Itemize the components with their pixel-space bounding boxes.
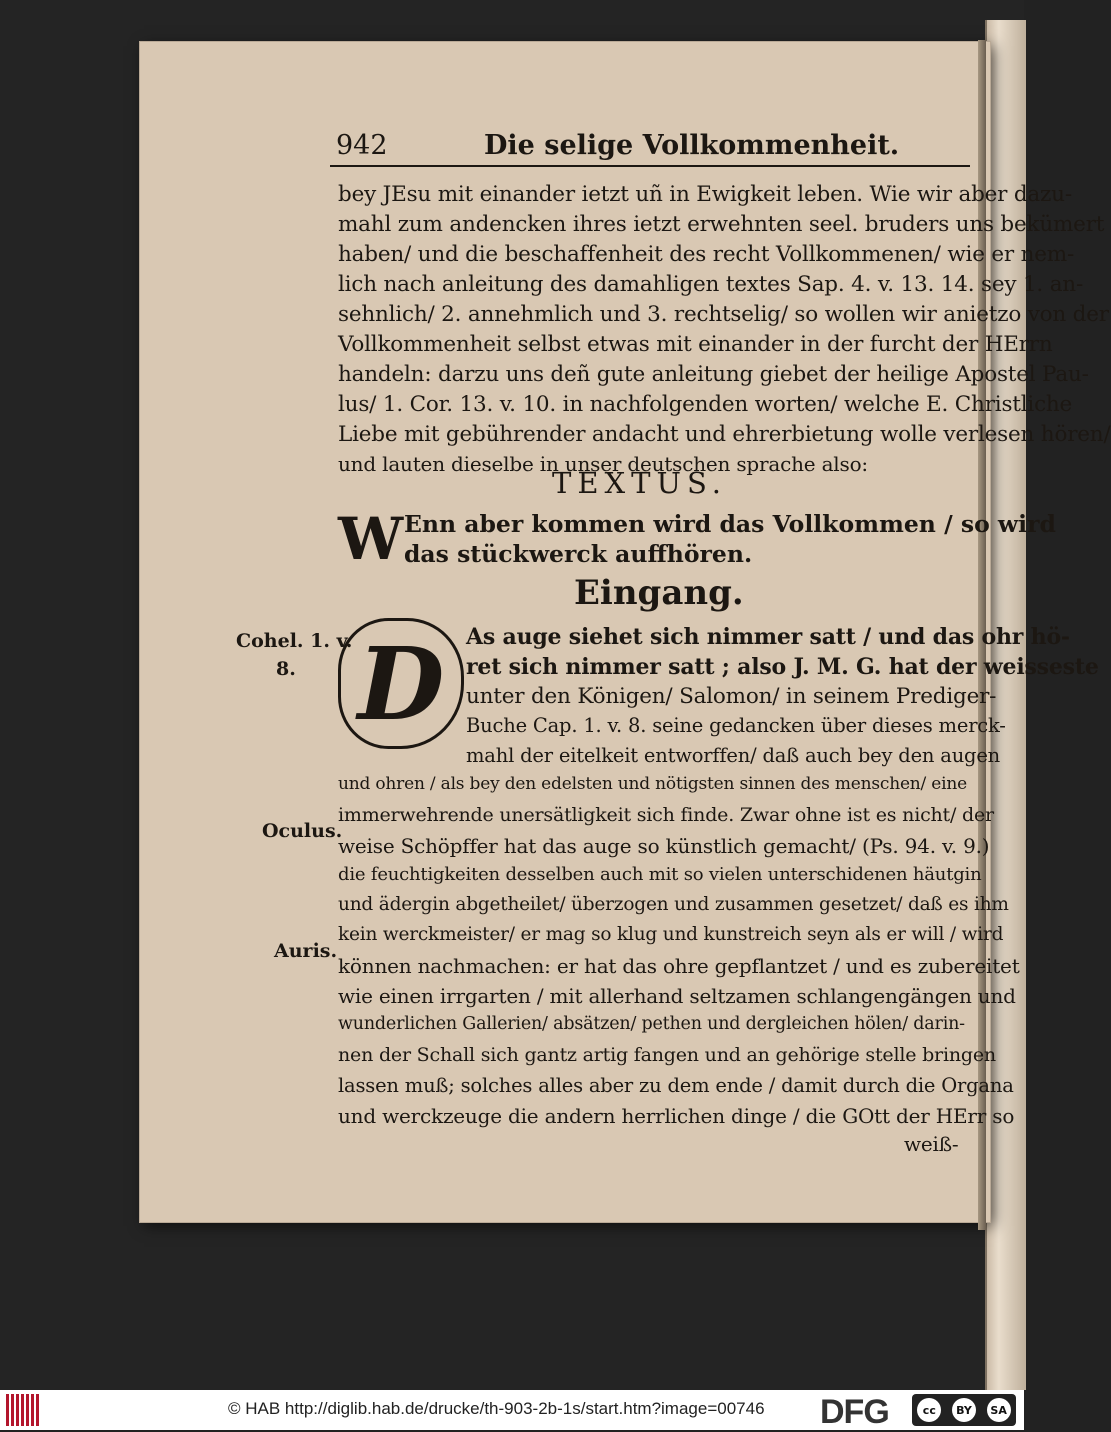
eingang-line: unter den Königen/ Salomon/ in seinem Prediger-: [466, 684, 997, 709]
textus-heading: TEXTUS.: [552, 466, 727, 500]
margin-note-oculus: Oculus.: [262, 820, 343, 842]
eingang-line: weise Schöpffer hat das auge so künstlich gemacht/ (Ps. 94. v. 9.): [338, 834, 990, 858]
text-initial-letter: W: [338, 505, 404, 573]
body-line: und lauten dieselbe in unser deutschen sprache also:: [338, 452, 868, 476]
eingang-heading: Eingang.: [574, 573, 744, 613]
running-head: Die selige Vollkommenheit.: [484, 130, 900, 161]
margin-note-auris: Auris.: [274, 940, 338, 962]
body-line: sehnlich/ 2. annehmlich und 3. rechtselig/ so wollen wir anietzo von der: [338, 302, 1109, 327]
text-line: Enn aber kommen wird das Vollkommen / so wird: [404, 510, 1056, 538]
eingang-line: Buche Cap. 1. v. 8. seine gedancken über dieses merck-: [466, 714, 1006, 737]
body-line: lich nach anleitung des damahligen textes Sap. 4. v. 13. 14. sey 1. an-: [338, 272, 1084, 297]
decorated-initial-letter: D: [338, 618, 464, 749]
body-line: mahl zum andencken ihres ietzt erwehnten seel. bruders uns bekümert: [338, 212, 1105, 237]
eingang-line: und ädergin abgetheilet/ überzogen und zusammen gesetzet/ daß es ihm: [338, 894, 1009, 915]
body-line: haben/ und die beschaffenheit des recht Vollkommenen/ wie er nem-: [338, 242, 1075, 267]
cc-license-icon: [912, 1394, 1016, 1426]
cc-icon: cc: [917, 1398, 941, 1422]
eingang-line: wunderlichen Gallerien/ absätzen/ pethen und dergleichen hölen/ darin-: [338, 1014, 965, 1034]
margin-note-cohel: Cohel. 1. v.: [236, 630, 353, 652]
eingang-line: ret sich nimmer satt ; also J. M. G. hat der weisseste: [466, 654, 1099, 680]
body-line: Vollkommenheit selbst etwas mit einander in der furcht der HErrn: [338, 332, 1053, 357]
body-line: Liebe mit gebührender andacht und ehrerbietung wolle verlesen hören/: [338, 422, 1111, 447]
eingang-line: As auge siehet sich nimmer satt / und das ohr hö-: [466, 624, 1070, 650]
page-number: 942: [336, 130, 388, 161]
body-line: handeln: darzu uns deñ gute anleitung giebet der heilige Apostel Pau-: [338, 362, 1089, 387]
margin-note-cohel-verse: 8.: [276, 658, 296, 680]
eingang-line: können nachmachen: er hat das ohre gepflantzet / und es zubereitet: [338, 954, 1020, 978]
header-rule: [330, 165, 970, 167]
eingang-line: kein werckmeister/ er mag so klug und kunstreich seyn als er will / wird: [338, 924, 1004, 945]
body-line: bey JEsu mit einander ietzt uñ in Ewigkeit leben. Wie wir aber dazu-: [338, 182, 1072, 207]
eingang-line: mahl der eitelkeit entworffen/ daß auch bey den augen: [466, 744, 1001, 767]
body-line: lus/ 1. Cor. 13. v. 10. in nachfolgenden worten/ welche E. Christliche: [338, 392, 1073, 417]
eingang-line: und werckzeuge die andern herrlichen dinge / die GOtt der HErr so: [338, 1104, 1015, 1128]
source-credit: © HAB http://diglib.hab.de/drucke/th-903-2b-1s/start.htm?image=00746: [228, 1399, 765, 1418]
dfg-logo: DFG: [820, 1393, 889, 1431]
by-icon: BY: [952, 1398, 976, 1422]
catchword: weiß-: [904, 1132, 959, 1156]
sa-icon: SA: [987, 1398, 1011, 1422]
eingang-line: nen der Schall sich gantz artig fangen und an gehörige stelle bringen: [338, 1044, 996, 1066]
eingang-line: und ohren / als bey den edelsten und nötigsten sinnen des menschen/ eine: [338, 774, 967, 794]
eingang-line: wie einen irrgarten / mit allerhand seltzamen schlangengängen und: [338, 984, 1016, 1008]
eingang-line: lassen muß; solches alles aber zu dem ende / damit durch die Organa: [338, 1074, 1014, 1097]
eingang-line: die feuchtigkeiten desselben auch mit so vielen unterschidenen häutgin: [338, 864, 982, 885]
text-line: das stückwerck auffhören.: [404, 540, 753, 568]
eingang-line: immerwehrende unersätligkeit sich finde. Zwar ohne ist es nicht/ der: [338, 804, 994, 826]
barcode-icon: [6, 1394, 40, 1426]
